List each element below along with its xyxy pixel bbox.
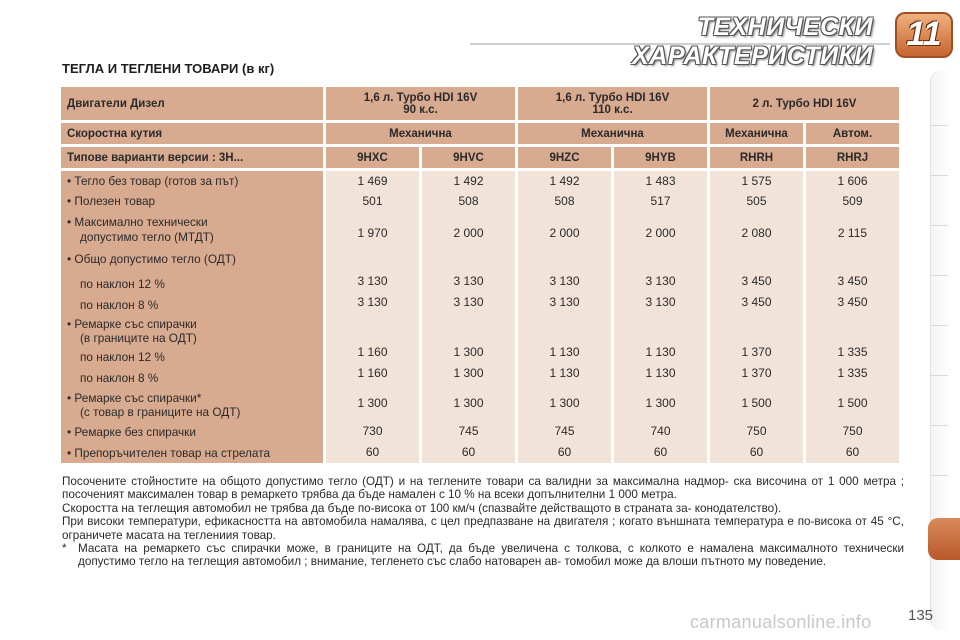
value-column bbox=[806, 171, 899, 463]
edge-tab-divider bbox=[930, 225, 948, 226]
gearbox-row bbox=[61, 123, 899, 144]
table-cell: 3 130 bbox=[549, 295, 580, 309]
edge-tab-divider bbox=[930, 175, 948, 176]
table-cell: 508 bbox=[458, 194, 479, 208]
value-column bbox=[614, 171, 707, 463]
table-cell: 3 130 bbox=[453, 274, 484, 288]
edge-tab-divider bbox=[930, 475, 948, 476]
edge-tab-divider bbox=[930, 125, 948, 126]
page-heading: ТЕГЛА И ТЕГЛЕНИ ТОВАРИ (в кг) bbox=[62, 61, 275, 76]
table-cell-blank bbox=[518, 312, 611, 342]
table-cell: 508 bbox=[554, 194, 575, 208]
table-cell: 505 bbox=[746, 194, 767, 208]
type-code: RHRH bbox=[710, 147, 803, 168]
table-cell-blank bbox=[806, 251, 899, 271]
table-cell: 3 130 bbox=[645, 295, 676, 309]
label-line: • Тегло без товар (готов за път) bbox=[67, 174, 239, 188]
gearbox-value: Автом. bbox=[806, 123, 899, 144]
table-cell: 3 130 bbox=[549, 274, 580, 288]
row-labels bbox=[61, 171, 323, 463]
edge-tab-active bbox=[928, 518, 960, 560]
type-code: 9HVC bbox=[422, 147, 515, 168]
gearbox-label: Скоростна кутия bbox=[61, 123, 323, 144]
table-cell: 3 130 bbox=[645, 274, 676, 288]
label-line: • Ремарке без спирачки bbox=[67, 425, 196, 439]
table-cell: 3 450 bbox=[837, 274, 868, 288]
table-cell: 3 450 bbox=[741, 295, 772, 309]
footnote bbox=[62, 542, 904, 569]
table-cell: 1 300 bbox=[645, 396, 676, 410]
table-cell: 1 300 bbox=[453, 366, 484, 380]
value-column bbox=[422, 171, 515, 463]
table-cell: 745 bbox=[554, 424, 575, 438]
footnote-mark: * bbox=[62, 542, 67, 556]
edge-tab-divider bbox=[930, 375, 948, 376]
table-cell: 1 130 bbox=[549, 345, 580, 359]
label-line: по наклон 12 % bbox=[80, 277, 165, 291]
table-cell: 740 bbox=[650, 424, 671, 438]
table-cell: 1 492 bbox=[453, 174, 484, 188]
table-cell: 2 000 bbox=[645, 226, 676, 240]
watermark-text: carmanualsonline.info bbox=[690, 612, 872, 632]
table-cell: 745 bbox=[458, 424, 479, 438]
table-cell-blank bbox=[326, 251, 419, 271]
table-cell: 1 492 bbox=[549, 174, 580, 188]
engine-group-2: 1,6 л. Турбо HDI 16V 110 к.с. bbox=[518, 87, 707, 120]
table-cell-blank bbox=[710, 251, 803, 271]
table-cell: 1 300 bbox=[453, 345, 484, 359]
table-cell: 2 000 bbox=[453, 226, 484, 240]
table-cell: 1 370 bbox=[741, 345, 772, 359]
table-cell: 2 000 bbox=[549, 226, 580, 240]
gearbox-value: Механична bbox=[518, 123, 707, 144]
table-cell: 60 bbox=[653, 445, 668, 459]
table-cell: 1 300 bbox=[453, 396, 484, 410]
table-cell: 1 575 bbox=[741, 174, 772, 188]
table-cell: 1 300 bbox=[549, 396, 580, 410]
table-cell-blank bbox=[422, 251, 515, 271]
table-cell: 750 bbox=[842, 424, 863, 438]
value-column-lines bbox=[710, 171, 803, 462]
engine-group-1: 1,6 л. Турбо HDI 16V 90 к.с. bbox=[326, 87, 515, 120]
table-cell: 60 bbox=[557, 445, 572, 459]
section-title: ТЕХНИЧЕСКИ ХАРАКТЕРИСТИКИ bbox=[632, 13, 873, 70]
table-cell: 1 130 bbox=[645, 345, 676, 359]
table-cell: 2 080 bbox=[741, 226, 772, 240]
value-column bbox=[710, 171, 803, 463]
table-cell-blank bbox=[806, 312, 899, 342]
gearbox-value: Механична bbox=[710, 123, 803, 144]
page-number: 135 bbox=[908, 607, 934, 624]
footnote-text: Масата на ремаркето със спирачки може, в границите на ОДТ, да бъде увеличена с толкова, с колкото е намалена максималното технически допустимо тегло на теглещия автомобил ; внимание, тегленето със слабо натоварен ав- томобил може да влоши пътното му поведение. bbox=[78, 542, 904, 569]
note-paragraph: Скоростта на теглещия автомобил не трябва да бъде по-висока от 100 км/ч (спазвайте действащото в страната за- конодателство). bbox=[62, 501, 782, 515]
table-cell-blank bbox=[614, 251, 707, 271]
table-cell: 3 130 bbox=[357, 274, 388, 288]
table-cell: 1 160 bbox=[357, 366, 388, 380]
table-cell: 1 469 bbox=[357, 174, 388, 188]
table-cell: 509 bbox=[842, 194, 863, 208]
table-cell: 517 bbox=[650, 194, 671, 208]
table-cell: 1 300 bbox=[357, 396, 388, 410]
types-row bbox=[61, 147, 899, 168]
label-line: по наклон 12 % bbox=[80, 350, 165, 364]
notes-block bbox=[62, 475, 904, 569]
types-label: Типове варианти версии : 3H... bbox=[61, 147, 323, 168]
table-cell: 1 970 bbox=[357, 226, 388, 240]
weights-table bbox=[58, 84, 902, 466]
table-cell-blank bbox=[710, 312, 803, 342]
gearbox-value: Механична bbox=[326, 123, 515, 144]
table-cell: 3 130 bbox=[453, 295, 484, 309]
table-cell: 1 500 bbox=[741, 396, 772, 410]
label-line: допустимо тегло (МТДТ) bbox=[80, 230, 214, 244]
table-cell: 1 606 bbox=[837, 174, 868, 188]
table-cell-blank bbox=[326, 312, 419, 342]
table-cell-blank bbox=[614, 312, 707, 342]
table-cell: 1 483 bbox=[645, 174, 676, 188]
note-paragraph: Посочените стойностите на общото допустимо тегло (ОДТ) и на тегленитe товари са валидни за максимална надмор- ска височина от 1 000 метра ; посоченият максимален товар в ремаркето трябва да бъде намален с 10 % на всеки допълнителни 1 000 метра. bbox=[62, 475, 904, 502]
edge-tab-divider bbox=[930, 325, 948, 326]
table-cell: 60 bbox=[461, 445, 476, 459]
table-cell: 60 bbox=[365, 445, 380, 459]
edge-tab-divider bbox=[930, 425, 948, 426]
value-column bbox=[326, 171, 419, 463]
value-column-lines bbox=[518, 171, 611, 462]
table-cell: 3 450 bbox=[837, 295, 868, 309]
engine-row bbox=[61, 87, 899, 120]
type-code: 9HZC bbox=[518, 147, 611, 168]
table-cell: 3 130 bbox=[357, 295, 388, 309]
chapter-number: 11 bbox=[906, 15, 942, 53]
table-cell-blank bbox=[422, 312, 515, 342]
values-row bbox=[61, 171, 899, 463]
label-line: по наклон 8 % bbox=[80, 298, 159, 312]
type-code: 9HXC bbox=[326, 147, 419, 168]
value-column-lines bbox=[806, 171, 899, 462]
table-cell: 1 335 bbox=[837, 345, 868, 359]
engine-group-3: 2 л. Турбо HDI 16V bbox=[710, 87, 899, 120]
label-line: • Максимално технически bbox=[67, 215, 208, 229]
table-cell: 501 bbox=[362, 194, 383, 208]
type-code: 9HYB bbox=[614, 147, 707, 168]
table-cell: 60 bbox=[845, 445, 860, 459]
label-line: (с товар в границите на ОДТ) bbox=[80, 405, 241, 419]
table-cell: 1 370 bbox=[741, 366, 772, 380]
label-line: • Ремарке със спирачки* bbox=[67, 391, 202, 405]
value-column bbox=[518, 171, 611, 463]
note-paragraph: При високи температури, ефикасността на автомобила намалява, с цел предпазване на двигателя ; когато външната температура е по-висока от 45 °C, ограничете масата на теглениия товар. bbox=[62, 515, 904, 542]
table-cell: 750 bbox=[746, 424, 767, 438]
table-cell: 2 115 bbox=[837, 226, 868, 240]
edge-tab-divider bbox=[930, 275, 948, 276]
table-cell: 3 450 bbox=[741, 274, 772, 288]
label-line: (в границите на ОДТ) bbox=[80, 331, 197, 345]
table-cell: 1 500 bbox=[837, 396, 868, 410]
label-line: • Полезен товар bbox=[67, 194, 156, 208]
label-line: • Ремарке със спирачки bbox=[67, 317, 197, 331]
table-cell-blank bbox=[518, 251, 611, 271]
table-cell: 1 335 bbox=[837, 366, 868, 380]
table-cell: 1 160 bbox=[357, 345, 388, 359]
table-cell: 1 130 bbox=[645, 366, 676, 380]
table-cell: 1 130 bbox=[549, 366, 580, 380]
value-column-lines bbox=[326, 171, 419, 462]
type-code: RHRJ bbox=[806, 147, 899, 168]
engine-label: Двигатели Дизел bbox=[61, 87, 323, 120]
table-cell: 60 bbox=[749, 445, 764, 459]
table-cell: 730 bbox=[362, 424, 383, 438]
label-line: • Общо допустимо тегло (ОДТ) bbox=[67, 252, 236, 266]
value-column-lines bbox=[422, 171, 515, 462]
label-line: • Препоръчителен товар на стрелата bbox=[67, 446, 271, 460]
value-column-lines bbox=[614, 171, 707, 462]
label-line: по наклон 8 % bbox=[80, 371, 159, 385]
